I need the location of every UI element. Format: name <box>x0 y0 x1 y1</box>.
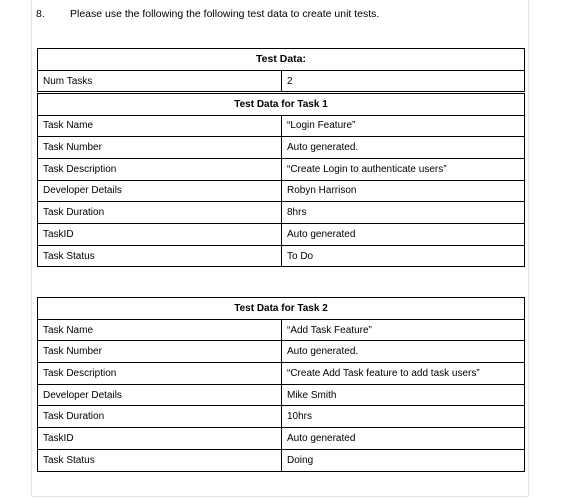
table-row <box>38 363 525 385</box>
row-value: Doing <box>282 449 525 471</box>
row-value: “Login Feature” <box>282 115 525 137</box>
row-value: “Create Add Task feature to add task users” <box>282 363 525 385</box>
table-row <box>38 319 525 341</box>
row-label: Task Duration <box>38 406 282 428</box>
row-label: Task Number <box>38 341 282 363</box>
row-value: Robyn Harrison <box>282 180 525 202</box>
table-subtitle-row <box>38 93 525 115</box>
row-label: Task Description <box>38 363 282 385</box>
table-row <box>38 384 525 406</box>
row-label: TaskID <box>38 428 282 450</box>
table-row <box>38 224 525 246</box>
table-title-row <box>38 49 525 71</box>
row-label: Task Description <box>38 158 282 180</box>
table-subtitle: Test Data for Task 2 <box>38 298 525 320</box>
table-row <box>38 115 525 137</box>
row-value: 8hrs <box>282 202 525 224</box>
table-row <box>38 428 525 450</box>
test-data-table-task-2 <box>37 297 525 472</box>
row-label: Task Status <box>38 449 282 471</box>
table-subtitle-row <box>38 298 525 320</box>
row-label: Developer Details <box>38 384 282 406</box>
row-value: 2 <box>282 70 525 92</box>
table-row <box>38 245 525 267</box>
table-row <box>38 180 525 202</box>
row-label: Developer Details <box>38 180 282 202</box>
test-data-table-task-1 <box>37 48 525 267</box>
row-value: Mike Smith <box>282 384 525 406</box>
table-row <box>38 70 525 92</box>
row-label: TaskID <box>38 224 282 246</box>
row-label: Task Name <box>38 115 282 137</box>
row-value: Auto generated. <box>282 137 525 159</box>
table-subtitle: Test Data for Task 1 <box>38 93 525 115</box>
table-row <box>38 449 525 471</box>
instruction-paragraph <box>36 7 379 21</box>
row-value: “Add Task Feature” <box>282 319 525 341</box>
instruction-text: Please use the following the following test data to create unit tests. <box>70 8 380 20</box>
table-row <box>38 406 525 428</box>
row-label: Task Status <box>38 245 282 267</box>
row-value: 10hrs <box>282 406 525 428</box>
row-value: “Create Login to authenticate users” <box>282 158 525 180</box>
row-label: Task Number <box>38 137 282 159</box>
row-label: Num Tasks <box>38 70 282 92</box>
row-value: Auto generated <box>282 428 525 450</box>
row-value: To Do <box>282 245 525 267</box>
row-label: Task Duration <box>38 202 282 224</box>
row-value: Auto generated <box>282 224 525 246</box>
table-row <box>38 202 525 224</box>
table-row <box>38 158 525 180</box>
row-value: Auto generated. <box>282 341 525 363</box>
row-label: Task Name <box>38 319 282 341</box>
table-row <box>38 137 525 159</box>
list-number: 8. <box>36 8 45 20</box>
table-title: Test Data: <box>38 49 525 71</box>
table-row <box>38 341 525 363</box>
